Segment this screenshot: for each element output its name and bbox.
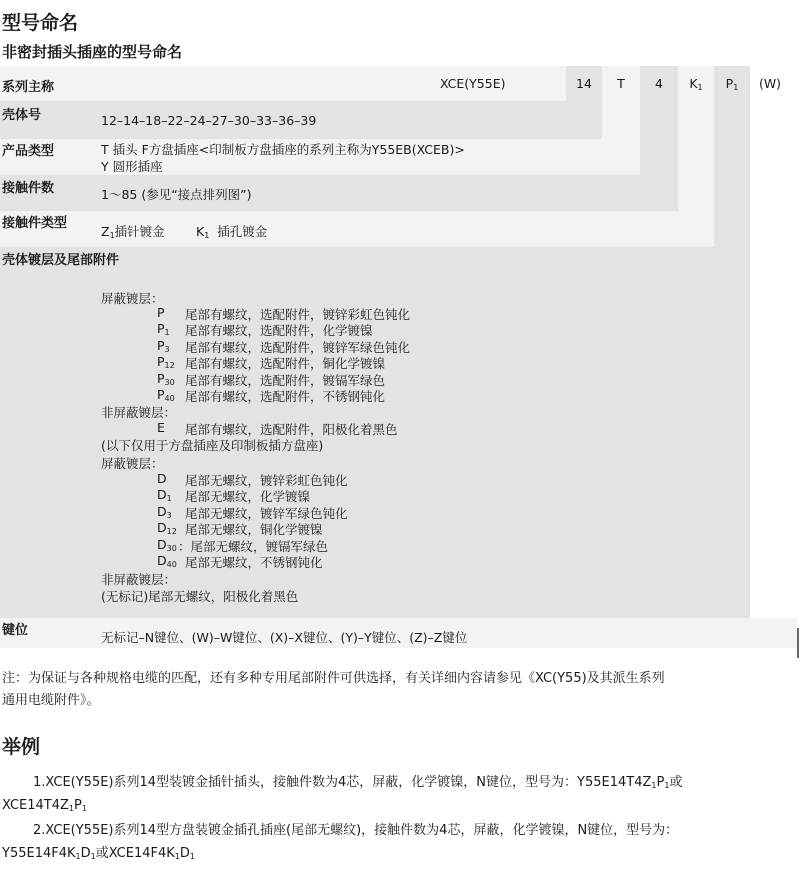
- plating-text: 尾部无螺纹，铜化学镀镍: [185, 522, 323, 537]
- code-product: T: [617, 76, 625, 91]
- plating-code: P: [157, 305, 165, 320]
- example-title: 举例: [2, 736, 41, 758]
- plating-text: 尾部无螺纹，镀锌彩虹色钝化: [185, 473, 348, 488]
- plating-text: 尾部有螺纹，选配附件，化学镀镍: [185, 323, 373, 338]
- plating-code: $D_1$: [157, 487, 172, 503]
- contacts-row-bg: [0, 175, 640, 211]
- product-line1: T 插头 F方盘插座<印制板方盘插座的系列主称为Y55EB(XCEB)>: [101, 142, 465, 157]
- page-title: 型号命名: [2, 12, 79, 34]
- note-line-2: 通用电缆附件》。: [2, 693, 100, 708]
- plating-text: 尾部有螺纹，选配附件，镀锌军绿色钝化: [185, 340, 411, 355]
- key-value: 无标记–N键位、(W)–W键位、(X)–X键位、(Y)–Y键位、(Z)–Z键位: [101, 630, 468, 645]
- example-1-line-1: 1.XCE(Y55E)系列14型装镀金插针插头，接触件数为4芯，屏蔽，化学镀镍，N键位，型号为：$Y55E14T4Z_1P_1$或: [33, 775, 683, 790]
- contacts-value: 1～85 (参见“接点排列图”): [101, 187, 252, 202]
- shell-label: 壳体号: [2, 108, 42, 123]
- product-line2: Y 圆形插座: [101, 159, 163, 174]
- plating-code: $P_1$: [157, 321, 170, 337]
- plating-code: $P_{30}$: [157, 371, 175, 387]
- plating-code: D: [157, 471, 167, 486]
- code-contacts: 4: [655, 76, 663, 91]
- code-contact-type: $K_1$: [689, 76, 703, 92]
- nonshield-header-2: 非屏蔽镀层：: [101, 572, 177, 587]
- plating-code: $D_{40}$: [157, 553, 177, 569]
- plating-text: ：尾部无螺纹，镀镉军绿色: [178, 539, 329, 554]
- plating-code: $P_3$: [157, 338, 170, 354]
- col-k-bg: [678, 66, 714, 247]
- plating-text: 尾部无螺纹，镀锌军绿色钝化: [185, 506, 348, 521]
- contacts-label: 接触件数: [2, 181, 55, 196]
- plating-text: 尾部无螺纹，不锈钢钝化: [185, 555, 323, 570]
- plating-code: E: [157, 420, 165, 435]
- contact-type-label: 接触件类型: [2, 216, 68, 231]
- plating-text: 尾部无螺纹，化学镀镍: [185, 489, 311, 504]
- contact-type-socket: $K_1$ 插孔镀金: [196, 224, 268, 240]
- code-shell: 14: [576, 76, 592, 91]
- series-value: XCE(Y55E): [440, 76, 506, 91]
- shield-header-2: 屏蔽镀层：: [101, 456, 164, 471]
- code-plating: $P_1$: [725, 76, 739, 92]
- example-2-line-1: 2.XCE(Y55E)系列14型方盘装镀金插孔插座(尾部无螺纹)，接触件数为4芯，屏蔽，化学镀镍，N键位，型号为：: [33, 823, 679, 838]
- plating-code: $P_{40}$: [157, 387, 175, 403]
- nonshield-header: 非屏蔽镀层：: [101, 405, 177, 420]
- plating-text: 尾部有螺纹，选配附件，镀镉军绿色: [185, 373, 386, 388]
- divider: [797, 628, 799, 658]
- flange-note: (以下仅用于方盘插座及印制板插方盘座): [101, 438, 324, 453]
- plating-code: $P_{12}$: [157, 354, 175, 370]
- plating-text: 尾部有螺纹，选配附件，阳极化着黑色: [185, 422, 398, 437]
- plating-text: 尾部有螺纹，选配附件，镀锌彩虹色钝化: [185, 307, 411, 322]
- nonshield-text-2: (无标记)尾部无螺纹，阳极化着黑色: [101, 589, 299, 604]
- shield-header: 屏蔽镀层：: [101, 291, 164, 306]
- note-line-1: 注：为保证与各种规格电缆的匹配，还有多种专用尾部附件可供选择，有关详细内容请参见《XC(Y55)及其派生系列: [2, 671, 665, 686]
- plating-label: 壳体镀层及尾部附件: [2, 253, 120, 268]
- product-label: 产品类型: [2, 144, 55, 159]
- col-p-bg: [714, 66, 750, 618]
- plating-text: 尾部有螺纹，选配附件，不锈钢钝化: [185, 389, 386, 404]
- code-key: (W): [758, 76, 782, 91]
- plating-text: 尾部有螺纹，选配附件，铜化学镀镍: [185, 356, 386, 371]
- plating-code: $D_{12}$: [157, 520, 177, 536]
- contact-type-pin: $Z_1$插针镀金: [101, 224, 165, 240]
- example-1-line-2: $XCE14T4Z_1P_1$: [2, 798, 87, 813]
- plating-code: $D_3$: [157, 504, 172, 520]
- series-label: 系列主称: [2, 80, 55, 95]
- page-subtitle: 非密封插头插座的型号命名: [2, 43, 183, 61]
- key-label: 键位: [2, 623, 29, 638]
- example-2-line-2: $Y55E14F4K_1D_1$或$XCE14F4K_1D_1$: [2, 846, 195, 861]
- plating-code: $D_{30}$: [157, 537, 177, 553]
- shell-value: 12–14–18–22–24–27–30–33–36–39: [101, 113, 317, 128]
